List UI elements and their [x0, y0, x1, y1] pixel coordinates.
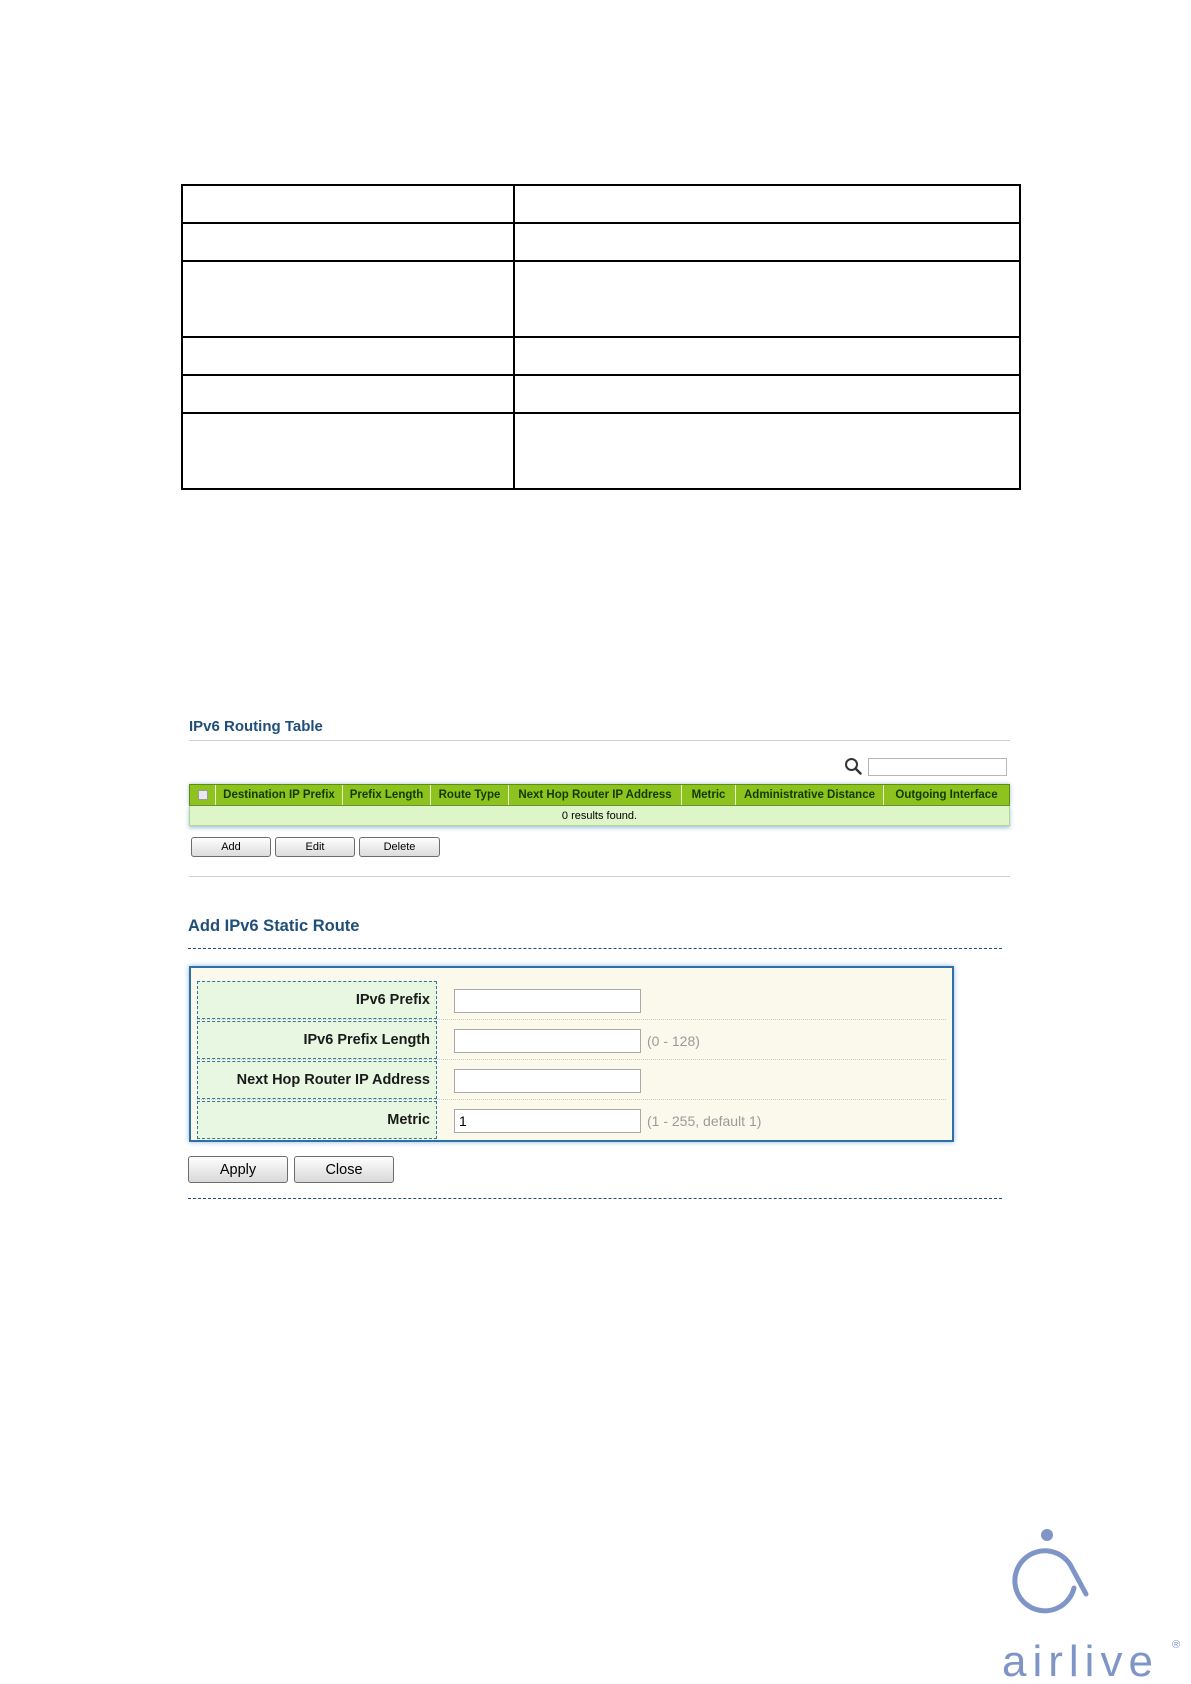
ipv6-prefix-length-label: IPv6 Prefix Length	[197, 1021, 437, 1059]
next-hop-label: Next Hop Router IP Address	[197, 1061, 437, 1099]
blank-description-table	[181, 184, 1021, 490]
prefix-length-hint: (0 - 128)	[647, 1033, 700, 1049]
add-button[interactable]: Add	[191, 837, 271, 857]
form-row-ipv6-prefix	[197, 981, 946, 1020]
table-row	[182, 261, 1020, 337]
column-header[interactable]: Metric	[682, 785, 736, 805]
form-row-next-hop	[197, 1061, 946, 1100]
table-row	[182, 185, 1020, 223]
ipv6-prefix-label: IPv6 Prefix	[197, 981, 437, 1019]
airlive-logo	[1000, 1528, 1185, 1684]
add-route-form	[189, 966, 954, 1142]
add-route-title: Add IPv6 Static Route	[188, 917, 360, 935]
routing-table-header	[189, 784, 1010, 806]
column-header[interactable]: Destination IP Prefix	[216, 785, 343, 805]
search-input[interactable]	[868, 758, 1007, 776]
ipv6-prefix-input[interactable]	[454, 989, 641, 1013]
table-row	[182, 375, 1020, 413]
delete-button[interactable]: Delete	[359, 837, 440, 857]
select-all-cell	[190, 785, 216, 805]
close-button[interactable]: Close	[294, 1156, 394, 1183]
metric-label: Metric	[197, 1101, 437, 1139]
column-header[interactable]: Prefix Length	[343, 785, 431, 805]
column-header[interactable]: Next Hop Router IP Address	[509, 785, 682, 805]
apply-button[interactable]: Apply	[188, 1156, 288, 1183]
dashed-divider	[188, 1198, 1002, 1199]
divider	[189, 876, 1010, 877]
dashed-divider	[188, 948, 1002, 949]
table-row	[182, 223, 1020, 261]
column-header[interactable]: Outgoing Interface	[895, 789, 998, 801]
next-hop-input[interactable]	[454, 1069, 641, 1093]
table-row	[182, 413, 1020, 489]
column-header[interactable]: Administrative Distance	[736, 785, 884, 805]
edit-button[interactable]: Edit	[275, 837, 355, 857]
table-row	[182, 337, 1020, 375]
form-row-metric	[197, 1101, 946, 1139]
svg-text:®: ®	[1172, 1639, 1181, 1651]
logo-wordmark: airlive	[1002, 1637, 1159, 1684]
metric-input[interactable]	[454, 1109, 641, 1133]
column-header[interactable]: Route Type	[431, 785, 509, 805]
metric-hint: (1 - 255, default 1)	[647, 1113, 762, 1129]
form-row-ipv6-prefix-length	[197, 1021, 946, 1060]
divider	[189, 740, 1010, 741]
search-icon[interactable]	[844, 757, 862, 775]
ipv6-prefix-length-input[interactable]	[454, 1029, 641, 1053]
empty-results-row: 0 results found.	[189, 806, 1010, 826]
routing-table-title: IPv6 Routing Table	[189, 718, 323, 735]
select-all-checkbox[interactable]	[198, 790, 208, 800]
